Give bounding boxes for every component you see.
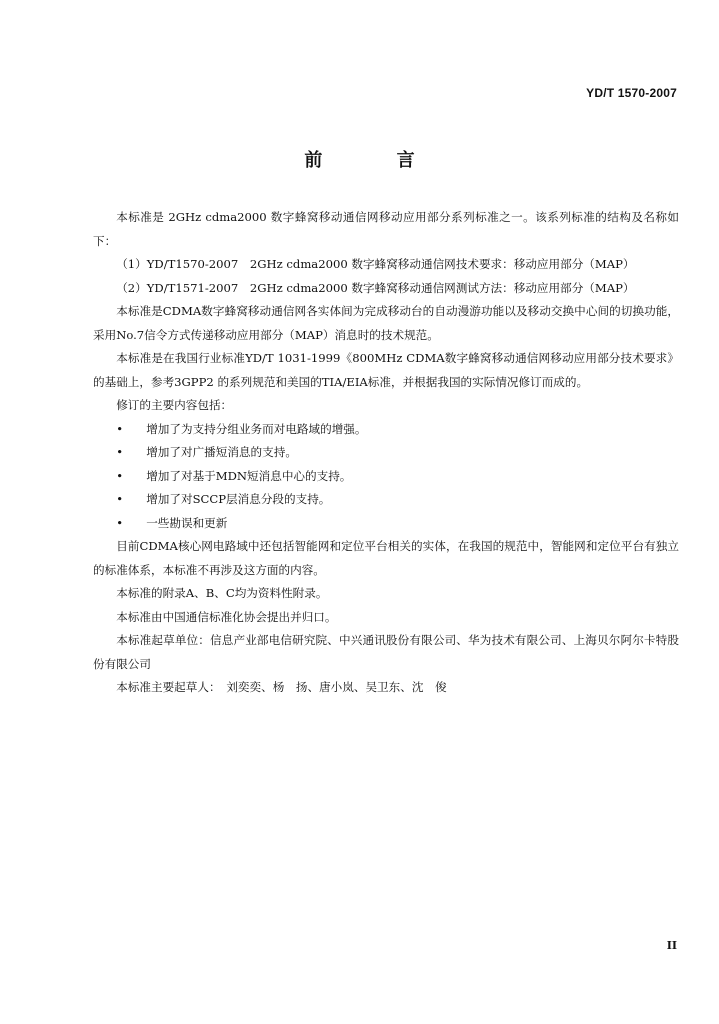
document-code: YD/T 1570-2007 [586,86,677,100]
paragraph-appendix: 本标准的附录A、B、C均为资料性附录。 [116,586,328,600]
paragraph-proposer: 本标准由中国通信标准化协会提出并归口。 [116,609,337,624]
paragraph-revisions: 修订的主要内容包括： [116,398,233,412]
page-title: 前 言 [304,150,449,171]
standard-item-1: （1）YD/T1570-2007 2GHz cdma2000 数字蜂窝移动通信网技术要求：移动应用部分（MAP） [116,257,635,271]
list-item-text: 增加了为支持分组业务而对电路域的增强。 [146,421,367,436]
bullet-icon: • [116,421,124,436]
paragraph-scope: 本标准是CDMA数字蜂窝移动通信网各实体间为完成移动台的自动漫游功能以及移动交换中心间的切换功能，采用No.7信令方式传递移动应用部分（MAP）消息时的技术规范。 [93,304,679,342]
bullet-icon: • [116,445,124,459]
list-item [93,418,679,442]
standard-item-2: （2）YD/T1571-2007 2GHz cdma2000 数字蜂窝移动通信网测试方法：移动应用部分（MAP） [116,280,635,295]
page-number: II [666,939,677,952]
bullet-icon: • [116,515,124,530]
paragraph-intro: 本标准是 2GHz cdma2000 数字蜂窝移动通信网移动应用部分系列标准之一。该系列标准的结构及名称如下： [93,210,679,248]
list-item-text: 增加了对广播短消息的支持。 [146,445,297,459]
revision-list [93,418,679,536]
list-item-text: 增加了对SCCP层消息分段的支持。 [146,492,331,506]
list-item-text: 增加了对基于MDN短消息中心的支持。 [146,468,352,483]
bullet-icon: • [116,468,124,483]
list-item [93,512,679,536]
paragraph-drafters: 本标准主要起草人： 刘奕奕、杨 扬、唐小岚、吴卫东、沈 俊 [116,680,447,694]
paragraph-core-network: 目前CDMA核心网电路域中还包括智能网和定位平台相关的实体，在我国的规范中，智能网和定位平台有独立的标准体系，本标准不再涉及这方面的内容。 [93,539,679,577]
paragraph-basis: 本标准是在我国行业标准YD/T 1031-1999《800MHz CDMA数字蜂窝移动通信网移动应用部分技术要求》的基础上，参考3GPP2 的系列规范和美国的TIA/EIA标准，并根据我国的实际情况修订而成的。 [93,351,679,389]
list-item [93,465,679,489]
list-item [93,441,679,465]
bullet-icon: • [116,492,124,506]
foreword-body [93,206,679,700]
paragraph-drafting-units: 本标准起草单位：信息产业部电信研究院、中兴通讯股份有限公司、华为技术有限公司、上海贝尔阿尔卡特股份有限公司 [93,633,679,671]
list-item [93,488,679,512]
list-item-text: 一些勘误和更新 [146,515,228,530]
